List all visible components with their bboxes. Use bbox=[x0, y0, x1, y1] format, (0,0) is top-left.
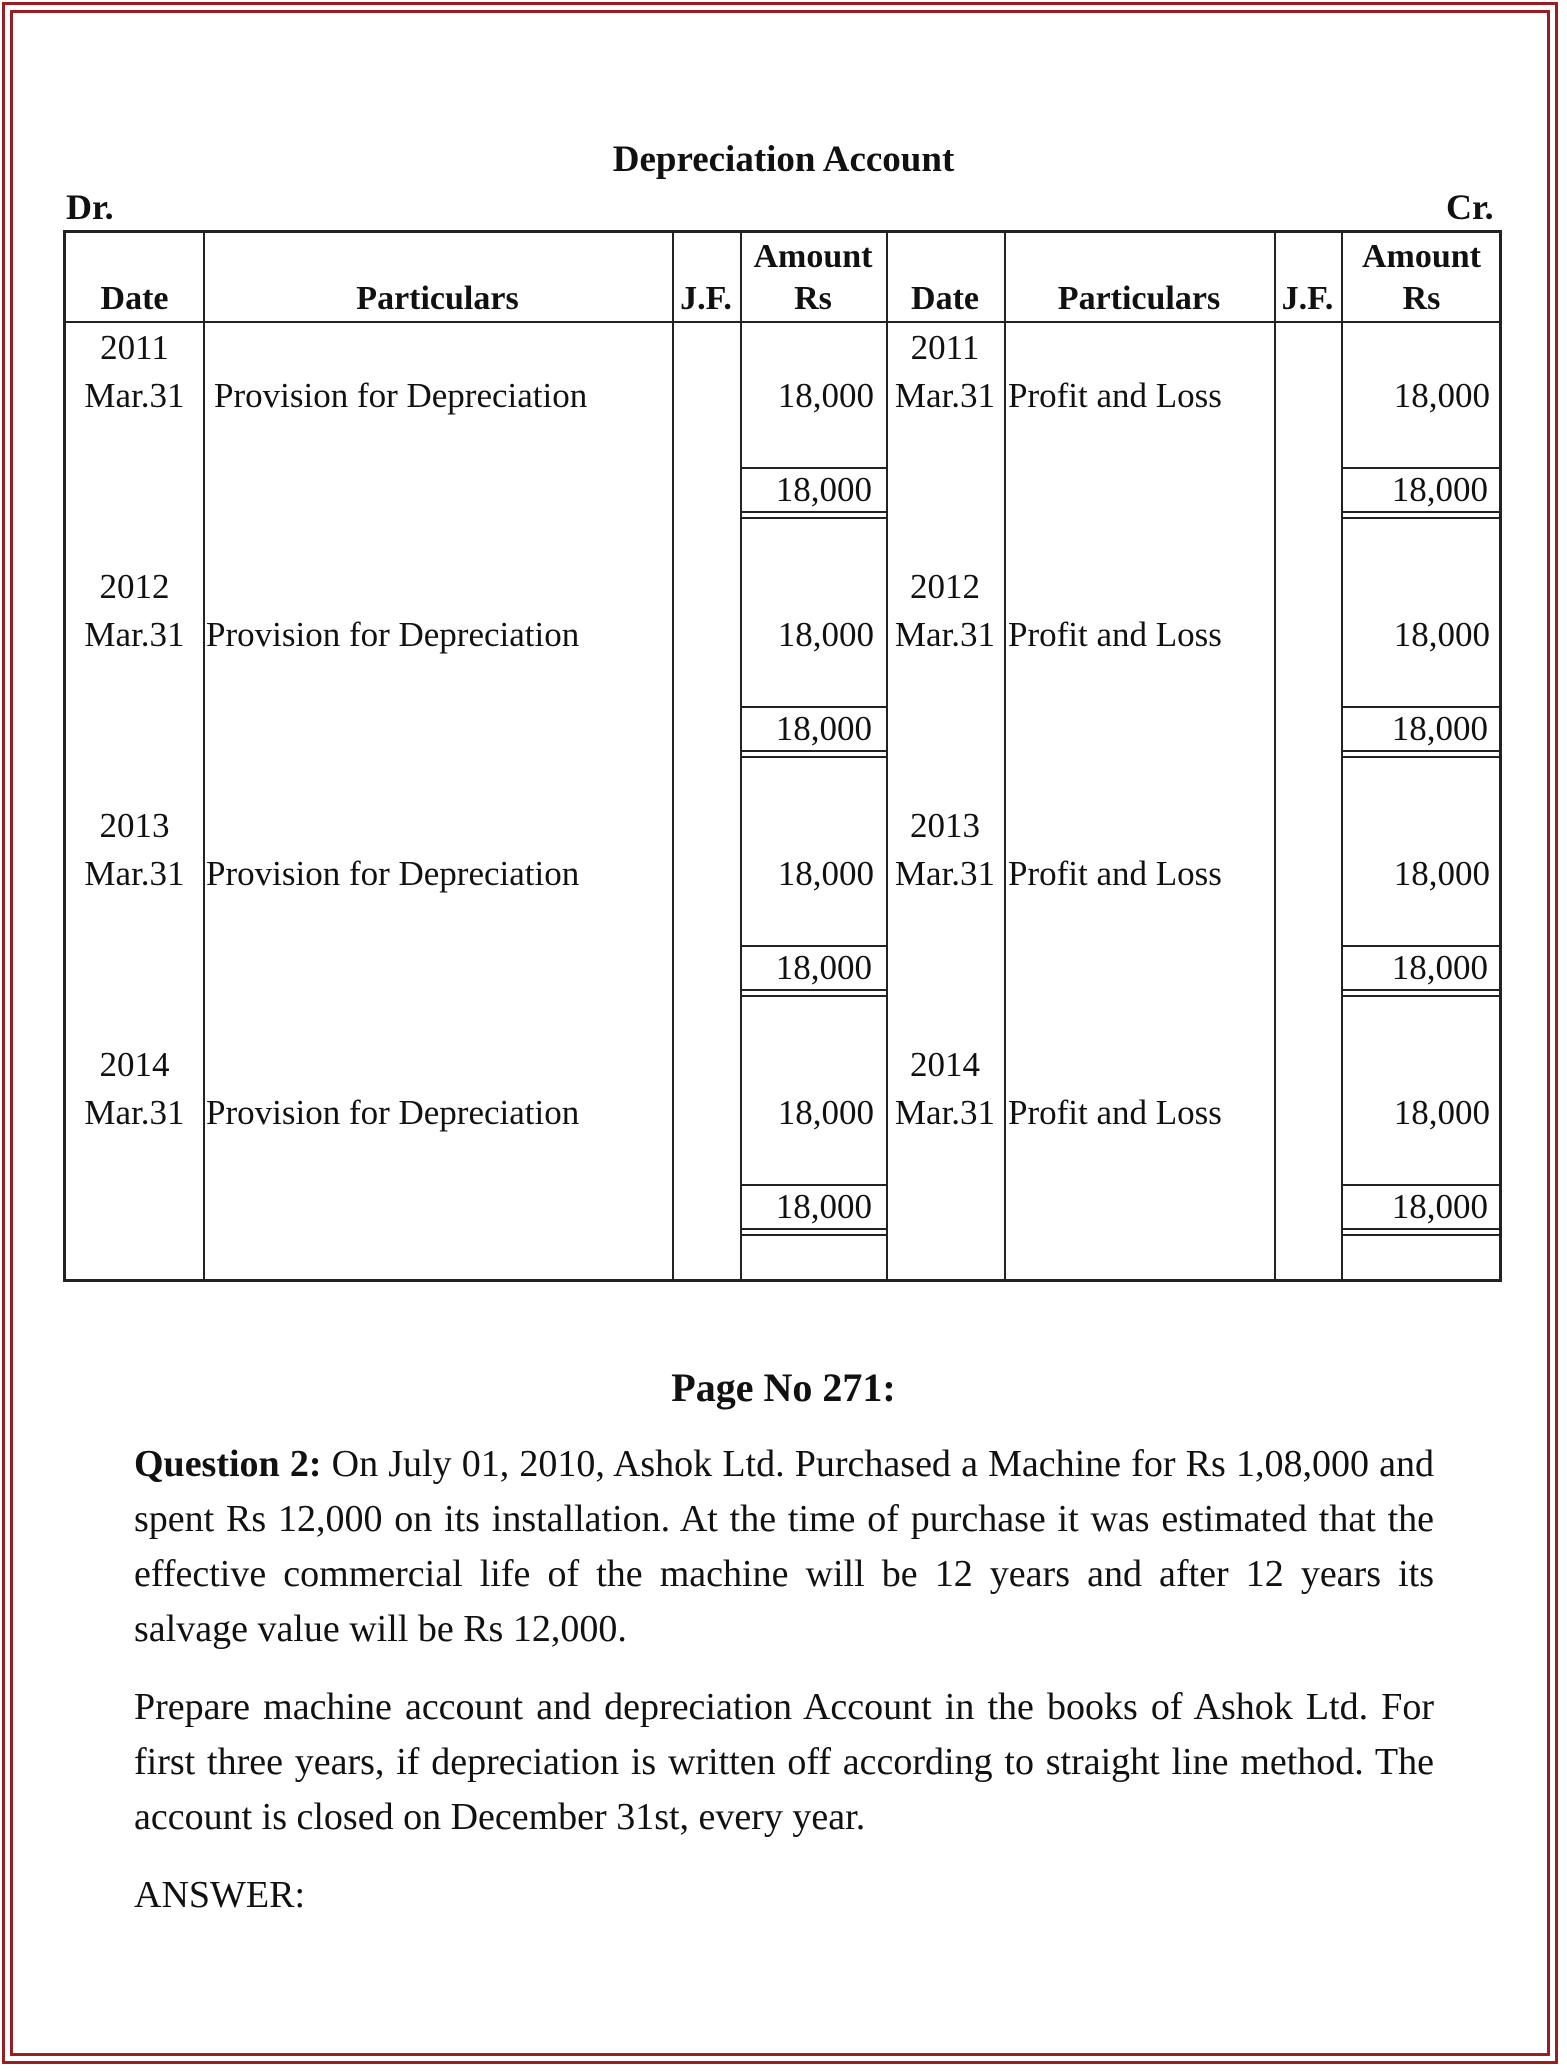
credit-date: Mar.31 bbox=[894, 376, 996, 415]
credit-particulars: Profit and Loss bbox=[1008, 376, 1222, 415]
debit-amount: 18,000 bbox=[777, 854, 874, 893]
debit-date: Mar.31 bbox=[84, 854, 185, 893]
credit-date: Mar.31 bbox=[894, 854, 996, 893]
debit-particulars: Provision for Depreciation bbox=[206, 615, 580, 654]
credit-total bbox=[1341, 1184, 1502, 1230]
debit-amount: 18,000 bbox=[777, 1093, 874, 1132]
col-line bbox=[1274, 233, 1276, 1279]
credit-year: 2014 bbox=[910, 1045, 980, 1084]
credit-total-value: 18,000 bbox=[1391, 709, 1488, 748]
header-rule bbox=[66, 321, 1499, 323]
credit-amount: 18,000 bbox=[1393, 376, 1490, 415]
credit-date: Mar.31 bbox=[894, 615, 996, 654]
header-date: Date bbox=[911, 280, 979, 317]
debit-total-value: 18,000 bbox=[775, 1187, 872, 1226]
credit-year: 2012 bbox=[910, 567, 980, 606]
header-particulars: Particulars bbox=[1057, 280, 1221, 317]
header-rs: Rs bbox=[794, 280, 832, 317]
header-jf: J.F. bbox=[680, 280, 732, 317]
credit-amount: 18,000 bbox=[1393, 1093, 1490, 1132]
credit-total bbox=[1341, 706, 1502, 752]
debit-date: Mar.31 bbox=[84, 1093, 185, 1132]
debit-total bbox=[740, 1184, 886, 1230]
header-date: Date bbox=[100, 280, 169, 317]
credit-amount: 18,000 bbox=[1393, 854, 1490, 893]
instruction-paragraph: Prepare machine account and depreciation Account in the books of Ashok Ltd. For first three years, if depreciation is written off according to straight line method. The account is closed on December 31st, every year. bbox=[134, 1686, 1434, 1838]
answer-label: ANSWER: bbox=[134, 1874, 305, 1916]
debit-amount: 18,000 bbox=[777, 615, 874, 654]
debit-particulars: Provision for Depreciation bbox=[206, 854, 580, 893]
credit-label: Cr. bbox=[1446, 187, 1494, 227]
credit-year: 2013 bbox=[910, 806, 980, 845]
debit-total-value: 18,000 bbox=[775, 470, 872, 509]
debit-amount: 18,000 bbox=[777, 376, 874, 415]
debit-year: 2012 bbox=[99, 567, 170, 606]
ledger-table bbox=[63, 230, 1502, 1282]
account-title: Depreciation Account bbox=[612, 139, 955, 180]
debit-label: Dr. bbox=[66, 187, 114, 227]
credit-particulars: Profit and Loss bbox=[1008, 615, 1222, 654]
debit-particulars: Provision for Depreciation bbox=[214, 376, 588, 415]
col-line bbox=[1004, 233, 1006, 1279]
debit-total-value: 18,000 bbox=[775, 709, 872, 748]
debit-total bbox=[740, 467, 886, 513]
debit-year: 2014 bbox=[99, 1045, 170, 1084]
header-jf: J.F. bbox=[1281, 280, 1334, 317]
debit-year: 2013 bbox=[99, 806, 170, 845]
credit-particulars: Profit and Loss bbox=[1008, 1093, 1222, 1132]
debit-particulars: Provision for Depreciation bbox=[206, 1093, 580, 1132]
debit-year: 2011 bbox=[100, 328, 169, 367]
credit-particulars: Profit and Loss bbox=[1008, 854, 1222, 893]
credit-total-value: 18,000 bbox=[1391, 1187, 1488, 1226]
credit-total bbox=[1341, 945, 1502, 991]
header-amount: Amount bbox=[753, 238, 873, 275]
debit-total-value: 18,000 bbox=[775, 948, 872, 987]
question-text: On July 01, 2010, Ashok Ltd. Purchased a Machine for Rs 1,08,000 and spent Rs 12,000 on its installation. At the time of purchase it was estimated that the effective commercial life of the machine will be 12 years and after 12 years its salvage value will be Rs 12,000. bbox=[134, 1443, 1434, 1650]
credit-total bbox=[1341, 467, 1502, 513]
credit-total-value: 18,000 bbox=[1391, 470, 1488, 509]
col-line bbox=[672, 233, 674, 1279]
credit-date: Mar.31 bbox=[894, 1093, 996, 1132]
credit-total-value: 18,000 bbox=[1391, 948, 1488, 987]
header-particulars: Particulars bbox=[356, 280, 519, 317]
debit-total bbox=[740, 945, 886, 991]
debit-date: Mar.31 bbox=[84, 615, 185, 654]
credit-year: 2011 bbox=[910, 328, 980, 367]
page-number-heading: Page No 271: bbox=[671, 1365, 896, 1410]
question-label: Question 2: bbox=[134, 1443, 322, 1485]
debit-total bbox=[740, 706, 886, 752]
debit-date: Mar.31 bbox=[84, 376, 185, 415]
header-rs: Rs bbox=[1402, 280, 1441, 317]
header-amount: Amount bbox=[1361, 238, 1482, 275]
col-line bbox=[203, 233, 205, 1279]
credit-amount: 18,000 bbox=[1393, 615, 1490, 654]
question-paragraph bbox=[134, 1437, 1434, 1657]
